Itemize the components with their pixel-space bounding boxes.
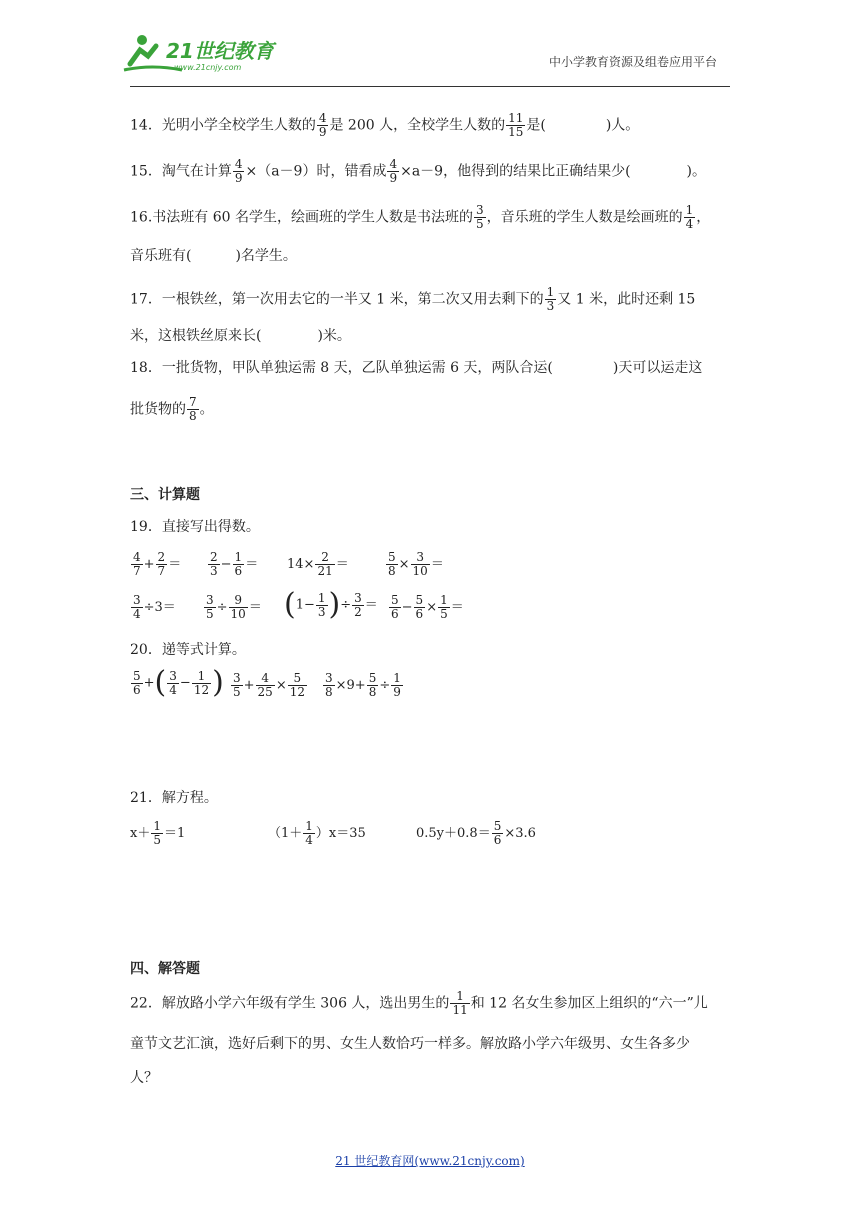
q19-expr-7: (1− $\frac{1}{3}$ )÷ $\frac{3}{2}$ ＝ [284,587,378,622]
q20-expr-2: $\frac{3}{5}$ + $\frac{4}{25}$ × $\frac{5}{12}$ [233,671,306,699]
svg-text:www.21cnjy.com: www.21cnjy.com [174,63,242,72]
q21-equation-2: （1＋ $\frac{1}{4}$ ）x＝35 [268,819,366,847]
q21-equation-1: x＋ $\frac{1}{5}$ ＝1 [130,819,186,847]
question-16-line2: 音乐班有( )名学生。 [130,248,297,264]
site-name: 中小学教育资源及组卷应用平台 [549,55,718,69]
q19-expr-3: 14× $\frac{2}{21}$ ＝ [287,550,349,578]
question-18: 18．一批货物，甲队单独运需 8 天，乙队单独运需 6 天，两队合运( )天可以运走这 [130,360,703,376]
q19-expr-5: $\frac{3}{4}$ ÷3＝ [133,593,176,621]
q20-expr-1: $\frac{5}{6}$ +( $\frac{3}{4}$ − $\frac{1}{12}$ ) [133,665,224,700]
question-21-title: 21．解方程。 [130,790,218,806]
q20-expr-3: $\frac{3}{8}$ ×9+ $\frac{5}{8}$ ÷ $\frac{1}{9}$ [325,671,401,699]
q21-equation-3: 0.5y＋0.8＝ $\frac{5}{6}$ ×3.6 [416,819,536,847]
question-14: 14．光明小学全校学生人数的 $\frac{4}{9}$ 是 200 人，全校学生人数的 $\frac{11}{15}$ 是( )人。 [130,111,640,139]
question-20-title: 20．递等式计算。 [130,642,246,658]
question-19-title: 19．直接写出得数。 [130,519,260,535]
question-22: 22．解放路小学六年级有学生 306 人，选出男生的 $\frac{1}{11}$ 和 12 名女生参加区上组织的“六一”儿 [130,989,708,1017]
question-17-line2: 米，这根铁丝原来长( )米。 [130,328,351,344]
q19-expr-1: $\frac{4}{7}$ + $\frac{2}{7}$ ＝ [133,550,182,578]
q19-expr-6: $\frac{3}{5}$ ÷ $\frac{9}{10}$ ＝ [206,593,262,621]
question-15: 15．淘气在计算 $\frac{4}{9}$ ×（a－9）时，错看成 $\frac{4}{9}$ ×a－9，他得到的结果比正确结果少( )。 [130,157,707,185]
question-18-line2: 批货物的 $\frac{7}{8}$ 。 [130,395,214,423]
question-22-line2: 童节文艺汇演，选好后剩下的男、女生人数恰巧一样多。解放路小学六年级男、女生各多少 [130,1036,690,1052]
question-16: 16.书法班有 60 名学生，绘画班的学生人数是书法班的 $\frac{3}{5}$ ，音乐班的学生人数是绘画班的 $\frac{1}{4}$ ， [130,203,711,231]
question-22-line3: 人？ [130,1070,158,1086]
section-3-heading: 三、计算题 [130,487,200,503]
svg-text:21世纪教育: 21世纪教育 [166,39,274,63]
q19-expr-8: $\frac{5}{6}$ − $\frac{5}{6}$ × $\frac{1}{5}$ ＝ [391,593,464,621]
header-divider [130,86,730,87]
q19-expr-4: $\frac{5}{8}$ × $\frac{3}{10}$ ＝ [388,550,444,578]
site-logo [122,30,292,74]
footer-link[interactable]: 21 世纪教育网(www.21cnjy.com) [335,1154,525,1168]
question-17: 17．一根铁丝，第一次用去它的一半又 1 米，第二次又用去剩下的 $\frac{1}{3}$ 又 1 米，此时还剩 15 [130,285,696,313]
q19-expr-2: $\frac{2}{3}$ − $\frac{1}{6}$ ＝ [210,550,259,578]
section-4-heading: 四、解答题 [130,961,200,977]
